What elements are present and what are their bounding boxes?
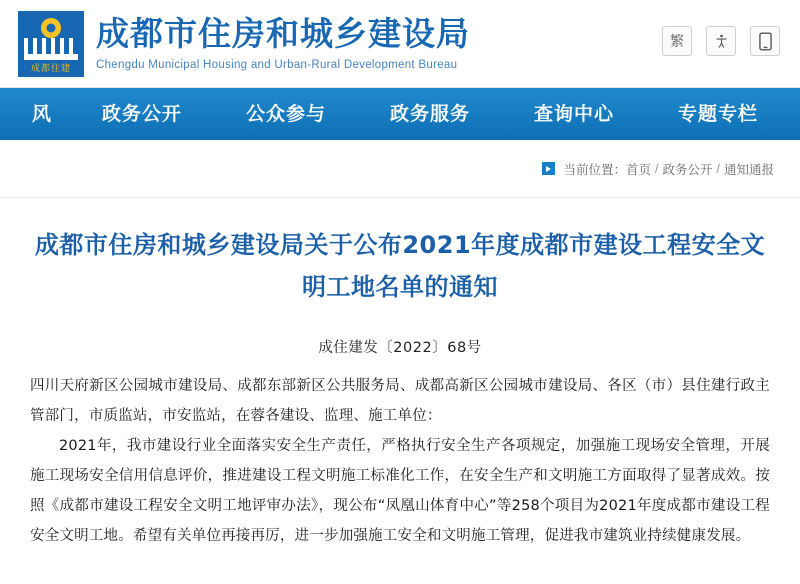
header-tools — [662, 26, 780, 56]
site-header — [0, 0, 800, 88]
breadcrumb-bar — [0, 140, 800, 198]
mobile-site-icon[interactable] — [750, 26, 780, 56]
sun-icon — [41, 18, 61, 38]
breadcrumb-item-government-disclosure[interactable]: 政务公开 — [662, 162, 713, 177]
breadcrumb-item-notices[interactable]: 通知通报 — [723, 162, 774, 177]
article — [0, 198, 800, 551]
site-logo[interactable] — [18, 11, 470, 77]
chengdu-housing-bureau-logo-icon — [18, 11, 84, 77]
nav-item-special-topics[interactable]: 专题专栏 — [677, 103, 758, 125]
breadcrumb — [542, 160, 774, 178]
site-title-cn: 成都市住房和城乡建设局 — [96, 13, 470, 53]
nav-item-query-center[interactable]: 查询中心 — [533, 103, 614, 125]
article-body — [30, 371, 770, 551]
breadcrumb-separator-2: / — [716, 161, 720, 176]
article-paragraph-2: 2021年，我市建设行业全面落实安全生产责任，严格执行安全生产各项规定，加强施工现场安全管理，开展施工现场安全信用信息评价，推进建设工程文明施工标准化工作，在安全生产和文明施工方面取得了显著成效。按照《成都市建设工程安全文明工地评审办法》，现公布“凤凰山体育中心”等258个项目为2021年度成都市建设工程安全文明工地。希望有关单位再接再厉，进一步加强施工安全和文明施工管理，促进我市建筑业持续健康发展。 — [30, 438, 770, 544]
logo-caption: 成都住建 — [30, 62, 71, 73]
breadcrumb-arrow-icon — [542, 162, 555, 175]
document-number: 成住建发〔2022〕68号 — [318, 340, 482, 356]
accessibility-icon[interactable] — [706, 26, 736, 56]
nav-item-public-participation[interactable]: 公众参与 — [245, 103, 326, 125]
main-nav — [0, 88, 800, 140]
breadcrumb-item-home[interactable]: 首页 — [625, 162, 651, 177]
skyline-icon — [24, 38, 78, 60]
nav-item-0[interactable]: 风 — [31, 103, 52, 125]
site-title-en: Chengdu Municipal Housing and Urban-Rural Development Bureau — [96, 58, 458, 71]
breadcrumb-prefix: 当前位置： — [563, 162, 626, 177]
article-paragraph-1: 四川天府新区公园城市建设局、成都东部新区公共服务局、成都高新区公园城市建设局、各区（市）县住建行政主管部门，市质监站，市安监站，在蓉各建设、监理、施工单位： — [30, 378, 770, 424]
traditional-chinese-toggle[interactable]: 繁 — [662, 26, 692, 56]
page-title: 成都市住房和城乡建设局关于公布2021年度成都市建设工程安全文明工地名单的通知 — [34, 231, 766, 301]
breadcrumb-separator-1: / — [655, 161, 659, 176]
nav-item-government-disclosure[interactable]: 政务公开 — [101, 103, 182, 125]
nav-item-government-services[interactable]: 政务服务 — [389, 103, 470, 125]
